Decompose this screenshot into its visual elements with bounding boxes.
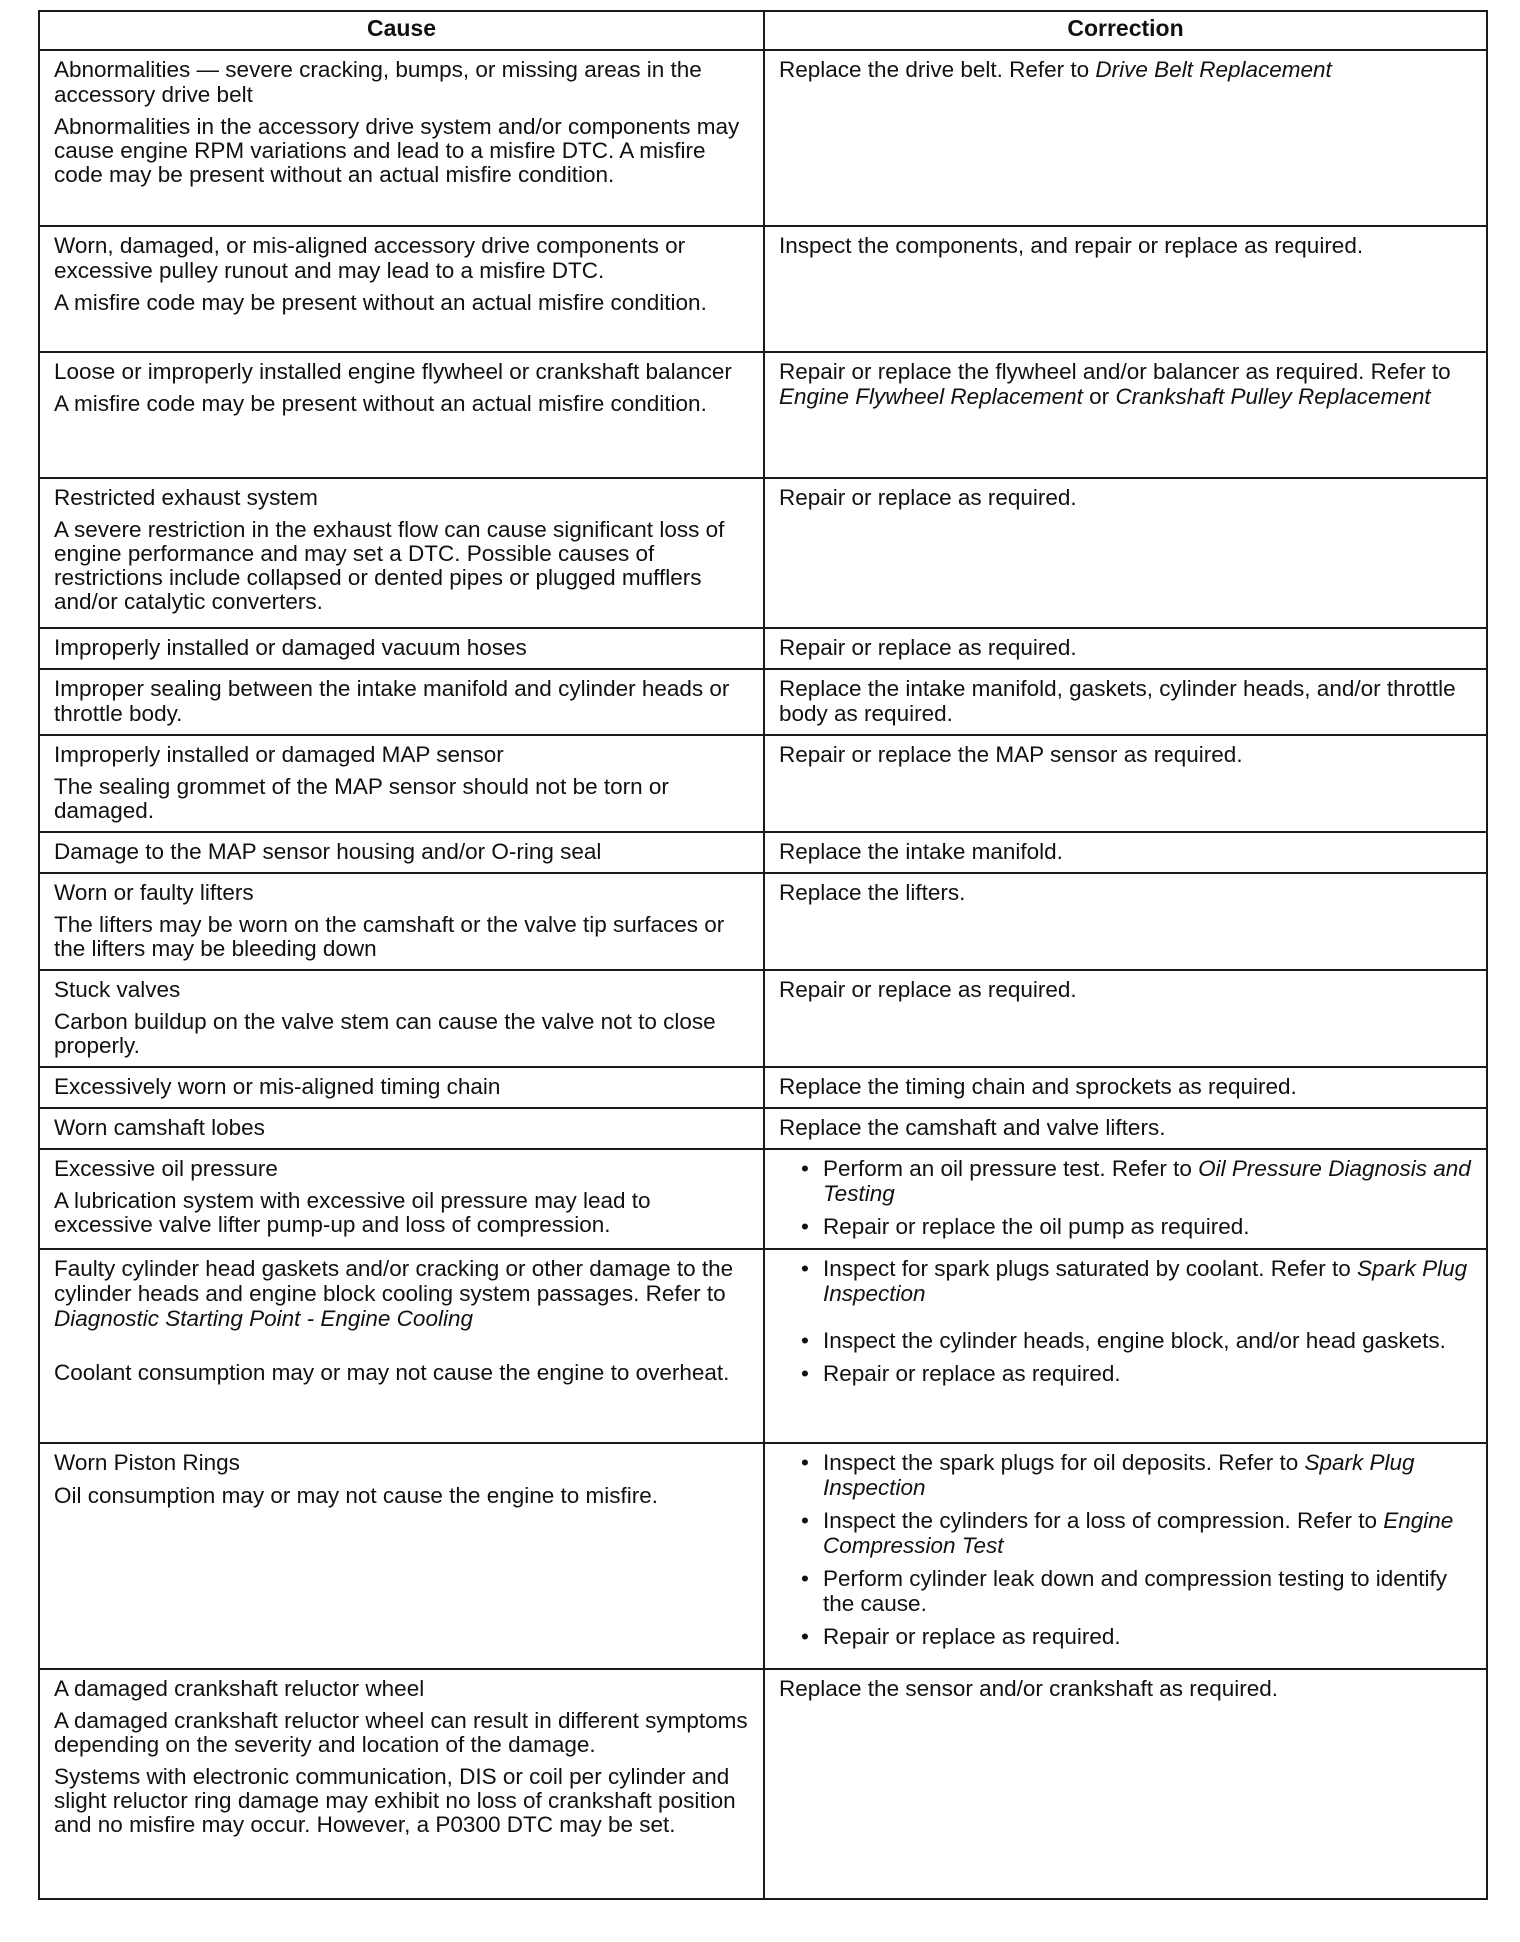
- correction-cell: [764, 226, 1487, 352]
- table-row: [39, 873, 1487, 970]
- correction-text: Replace the drive belt. Refer to: [779, 57, 1096, 82]
- cause-header: Cause: [39, 11, 764, 50]
- table-row: [39, 832, 1487, 873]
- correction-reference: Oil Pressure Diagnosis and Testing: [823, 1156, 1471, 1206]
- correction-cell: [764, 1108, 1487, 1149]
- table-row: [39, 970, 1487, 1067]
- correction-list: [779, 1156, 1474, 1239]
- cause-title: Loose or improperly installed engine flywheel or crankshaft balancer: [54, 359, 732, 384]
- correction-text: Replace the lifters.: [779, 880, 966, 905]
- correction-cell: [764, 735, 1487, 832]
- correction-text: Repair or replace the flywheel and/or balancer as required. Refer to: [779, 359, 1451, 384]
- cause-title: Stuck valves: [54, 977, 181, 1002]
- list-item: • Perform cylinder leak down and compression testing to identify the cause.: [823, 1566, 1474, 1616]
- cause-cell: [39, 352, 764, 478]
- cause-correction-table: [38, 10, 1488, 1900]
- correction-text: Inspect the components, and repair or replace as required.: [779, 233, 1364, 258]
- cause-title: Faulty cylinder head gaskets and/or cracking or other damage to the cylinder heads and engine block cooling system passages. Refer to: [54, 1256, 734, 1306]
- table-row: [39, 669, 1487, 735]
- cause-cell: [39, 1149, 764, 1249]
- correction-cell: [764, 970, 1487, 1067]
- cause-title: Excessively worn or mis-aligned timing chain: [54, 1074, 501, 1099]
- correction-cell: [764, 352, 1487, 478]
- correction-reference: Drive Belt Replacement: [1095, 57, 1332, 82]
- list-item: • Repair or replace as required.: [823, 1624, 1474, 1649]
- correction-text: Repair or replace the MAP sensor as required.: [779, 742, 1243, 767]
- table-row: [39, 1067, 1487, 1108]
- cause-cell: [39, 832, 764, 873]
- cause-cell: [39, 669, 764, 735]
- table-row: [39, 628, 1487, 669]
- cause-title: Improperly installed or damaged vacuum hoses: [54, 635, 527, 660]
- list-item: • Inspect the cylinder heads, engine block, and/or head gaskets.: [823, 1328, 1474, 1353]
- correction-cell: [764, 1249, 1487, 1443]
- correction-cell: [764, 873, 1487, 970]
- correction-list: [779, 1256, 1474, 1386]
- cause-title: Worn or faulty lifters: [54, 880, 254, 905]
- cause-detail: A damaged crankshaft reluctor wheel can result in different symptoms depending on the severity and location of the damage.: [54, 1708, 748, 1757]
- correction-cell: [764, 1443, 1487, 1669]
- cause-cell: [39, 478, 764, 628]
- correction-cell: [764, 669, 1487, 735]
- correction-cell: [764, 1669, 1487, 1899]
- cause-detail: A severe restriction in the exhaust flow can cause significant loss of engine performance and may set a DTC. Possible causes of restrictions include collapsed or dented pipes or plugged mufflers and/or catalytic converters.: [54, 517, 725, 614]
- cause-detail: Coolant consumption may or may not cause the engine to overheat.: [54, 1360, 730, 1385]
- cause-detail: A misfire code may be present without an actual misfire condition.: [54, 290, 707, 315]
- table-row: [39, 226, 1487, 352]
- correction-cell: [764, 478, 1487, 628]
- table-row: [39, 735, 1487, 832]
- table-row: [39, 478, 1487, 628]
- table-header-row: [39, 11, 1487, 50]
- correction-text: Repair or replace as required.: [779, 635, 1077, 660]
- cause-title: Worn, damaged, or mis-aligned accessory drive components or excessive pulley runout and may lead to a misfire DTC.: [54, 233, 686, 283]
- table-row: [39, 352, 1487, 478]
- correction-conjunction: or: [1082, 384, 1116, 409]
- cause-detail: The sealing grommet of the MAP sensor should not be torn or damaged.: [54, 774, 669, 823]
- cause-detail: A misfire code may be present without an actual misfire condition.: [54, 391, 707, 416]
- correction-reference: Crankshaft Pulley Replacement: [1115, 384, 1431, 409]
- cause-detail: Abnormalities in the accessory drive system and/or components may cause engine RPM variations and lead to a misfire DTC. A misfire code may be present without an actual misfire condition.: [54, 114, 740, 187]
- correction-header: Correction: [764, 11, 1487, 50]
- table-row: [39, 1108, 1487, 1149]
- correction-text: Repair or replace as required.: [779, 977, 1077, 1002]
- cause-title: Improper sealing between the intake manifold and cylinder heads or throttle body.: [54, 676, 730, 726]
- cause-cell: [39, 1669, 764, 1899]
- list-item: • Inspect for spark plugs saturated by coolant. Refer to Spark Plug Inspection: [823, 1256, 1474, 1306]
- correction-list: [779, 1450, 1474, 1649]
- list-item: • Perform an oil pressure test. Refer to Oil Pressure Diagnosis and Testing: [823, 1156, 1474, 1206]
- cause-detail: The lifters may be worn on the camshaft or the valve tip surfaces or the lifters may be bleeding down: [54, 912, 725, 961]
- cause-cell: [39, 628, 764, 669]
- cause-title: Restricted exhaust system: [54, 485, 318, 510]
- document-page: [38, 10, 1486, 1900]
- correction-cell: [764, 1067, 1487, 1108]
- cause-detail: A lubrication system with excessive oil pressure may lead to excessive valve lifter pump-up and loss of compression.: [54, 1188, 651, 1237]
- correction-reference: Engine Flywheel Replacement: [779, 384, 1083, 409]
- list-item: • Inspect the spark plugs for oil deposits. Refer to Spark Plug Inspection: [823, 1450, 1474, 1500]
- correction-text: Repair or replace as required.: [779, 485, 1077, 510]
- table-row: [39, 50, 1487, 226]
- list-item: • Repair or replace as required.: [823, 1361, 1474, 1386]
- cause-cell: [39, 1249, 764, 1443]
- cause-cell: [39, 226, 764, 352]
- correction-text: Replace the camshaft and valve lifters.: [779, 1115, 1166, 1140]
- cause-title: Worn Piston Rings: [54, 1450, 240, 1475]
- cause-title: Excessive oil pressure: [54, 1156, 278, 1181]
- list-item: • Inspect the cylinders for a loss of compression. Refer to Engine Compression Test: [823, 1508, 1474, 1558]
- table-row: [39, 1669, 1487, 1899]
- cause-title: A damaged crankshaft reluctor wheel: [54, 1676, 425, 1701]
- table-row: [39, 1443, 1487, 1669]
- table-row: [39, 1249, 1487, 1443]
- table-row: [39, 1149, 1487, 1249]
- correction-reference: Engine Compression Test: [823, 1508, 1454, 1558]
- correction-text: Replace the intake manifold.: [779, 839, 1063, 864]
- correction-text: Replace the sensor and/or crankshaft as required.: [779, 1676, 1279, 1701]
- correction-text: Replace the timing chain and sprockets as required.: [779, 1074, 1297, 1099]
- cause-cell: [39, 735, 764, 832]
- cause-cell: [39, 1443, 764, 1669]
- cause-cell: [39, 1108, 764, 1149]
- correction-cell: [764, 50, 1487, 226]
- correction-cell: [764, 1149, 1487, 1249]
- list-item: • Repair or replace the oil pump as required.: [823, 1214, 1474, 1239]
- correction-reference: Spark Plug Inspection: [823, 1450, 1415, 1500]
- cause-reference: Diagnostic Starting Point - Engine Cooling: [54, 1306, 473, 1331]
- cause-detail: Oil consumption may or may not cause the engine to misfire.: [54, 1483, 659, 1508]
- cause-cell: [39, 873, 764, 970]
- cause-detail: Systems with electronic communication, DIS or coil per cylinder and slight reluctor ring damage may exhibit no loss of crankshaft position and no misfire may occur. However, a P0300 DTC may be set.: [54, 1764, 736, 1837]
- cause-title: Improperly installed or damaged MAP sensor: [54, 742, 504, 767]
- cause-title: Worn camshaft lobes: [54, 1115, 265, 1140]
- correction-text: Replace the intake manifold, gaskets, cylinder heads, and/or throttle body as required.: [779, 676, 1456, 726]
- cause-title: Damage to the MAP sensor housing and/or O-ring seal: [54, 839, 602, 864]
- cause-cell: [39, 1067, 764, 1108]
- cause-cell: [39, 970, 764, 1067]
- cause-cell: [39, 50, 764, 226]
- cause-detail: Carbon buildup on the valve stem can cause the valve not to close properly.: [54, 1009, 716, 1058]
- cause-title: Abnormalities — severe cracking, bumps, or missing areas in the accessory drive belt: [54, 57, 702, 107]
- correction-cell: [764, 628, 1487, 669]
- correction-reference: Spark Plug Inspection: [823, 1256, 1468, 1306]
- correction-cell: [764, 832, 1487, 873]
